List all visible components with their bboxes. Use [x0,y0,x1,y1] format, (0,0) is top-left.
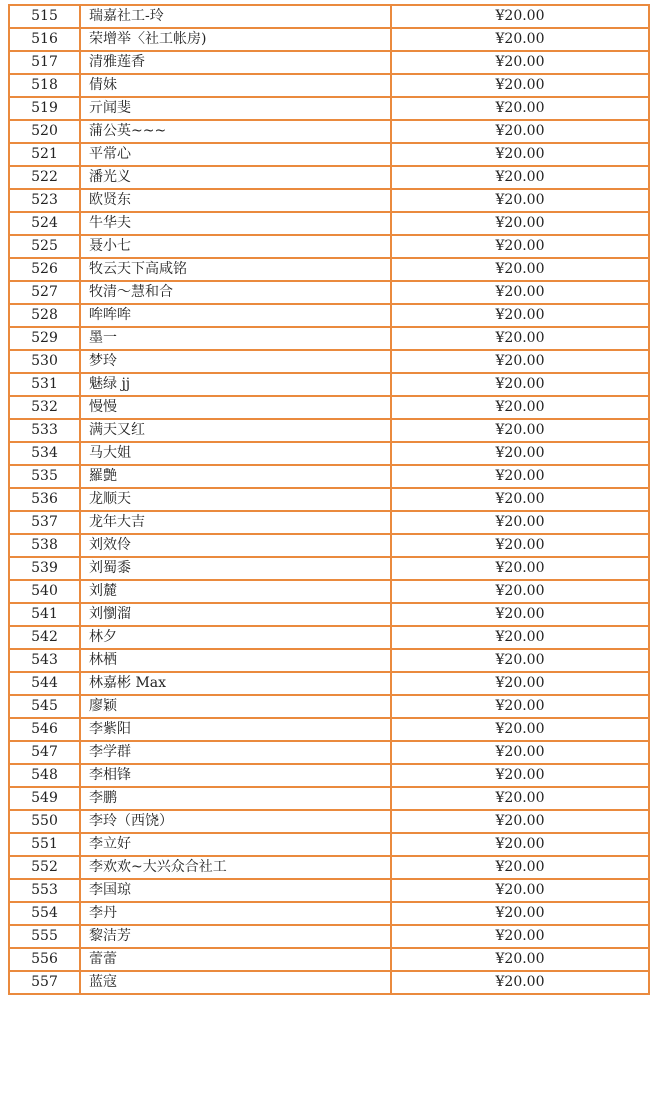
donor-name: 林栖 [80,649,391,672]
donor-name: 龙顺天 [80,488,391,511]
donor-name: 刘效伶 [80,534,391,557]
row-number: 522 [9,166,80,189]
donor-table [8,4,650,995]
donor-name: 羅艶 [80,465,391,488]
donation-amount: ¥20.00 [391,465,649,488]
donation-amount: ¥20.00 [391,833,649,856]
table-row [9,465,649,488]
table-row [9,212,649,235]
table-row [9,879,649,902]
row-number: 529 [9,327,80,350]
table-row [9,534,649,557]
table-row [9,488,649,511]
donor-name: 李立好 [80,833,391,856]
table-row [9,419,649,442]
row-number: 523 [9,189,80,212]
donation-amount: ¥20.00 [391,327,649,350]
row-number: 553 [9,879,80,902]
donor-table-container [8,4,648,995]
row-number: 544 [9,672,80,695]
donation-amount: ¥20.00 [391,810,649,833]
table-row [9,902,649,925]
donor-name: 蕾蕾 [80,948,391,971]
row-number: 530 [9,350,80,373]
row-number: 528 [9,304,80,327]
row-number: 551 [9,833,80,856]
row-number: 515 [9,5,80,28]
donor-name: 慢慢 [80,396,391,419]
donor-name: 蓝寇 [80,971,391,994]
donation-amount: ¥20.00 [391,396,649,419]
table-row [9,258,649,281]
donation-amount: ¥20.00 [391,442,649,465]
table-row [9,649,649,672]
donor-name: 墨一 [80,327,391,350]
table-row [9,235,649,258]
donor-name: 瑞嘉社工-玲 [80,5,391,28]
donor-name: 林夕 [80,626,391,649]
donor-name: 李玲（西饶） [80,810,391,833]
donation-amount: ¥20.00 [391,626,649,649]
row-number: 519 [9,97,80,120]
donor-name: 蒲公英~~~ [80,120,391,143]
donation-amount: ¥20.00 [391,511,649,534]
row-number: 520 [9,120,80,143]
donation-amount: ¥20.00 [391,603,649,626]
row-number: 534 [9,442,80,465]
row-number: 549 [9,787,80,810]
row-number: 538 [9,534,80,557]
donor-name: 潘光义 [80,166,391,189]
donation-amount: ¥20.00 [391,695,649,718]
table-row [9,948,649,971]
donor-name: 刘蜀黍 [80,557,391,580]
row-number: 517 [9,51,80,74]
donor-name: 马大姐 [80,442,391,465]
donor-name: 牛华夫 [80,212,391,235]
donation-amount: ¥20.00 [391,419,649,442]
row-number: 547 [9,741,80,764]
donor-name: 龙年大吉 [80,511,391,534]
row-number: 540 [9,580,80,603]
donor-name: 欧贤东 [80,189,391,212]
donation-amount: ¥20.00 [391,856,649,879]
row-number: 532 [9,396,80,419]
donation-amount: ¥20.00 [391,764,649,787]
table-row [9,603,649,626]
donor-name: 满天又红 [80,419,391,442]
donation-amount: ¥20.00 [391,143,649,166]
table-row [9,718,649,741]
row-number: 518 [9,74,80,97]
row-number: 545 [9,695,80,718]
donor-name: 李鹏 [80,787,391,810]
table-row [9,120,649,143]
table-row [9,51,649,74]
donor-table-body [9,5,649,994]
table-row [9,925,649,948]
donor-name: 刘麓 [80,580,391,603]
table-row [9,28,649,51]
donor-name: 哞哞哞 [80,304,391,327]
donation-amount: ¥20.00 [391,580,649,603]
row-number: 524 [9,212,80,235]
row-number: 554 [9,902,80,925]
donation-amount: ¥20.00 [391,741,649,764]
table-row [9,833,649,856]
donation-amount: ¥20.00 [391,488,649,511]
row-number: 537 [9,511,80,534]
donation-amount: ¥20.00 [391,304,649,327]
table-row [9,189,649,212]
table-row [9,396,649,419]
row-number: 542 [9,626,80,649]
table-row [9,281,649,304]
table-row [9,672,649,695]
donor-name: 李学群 [80,741,391,764]
row-number: 552 [9,856,80,879]
row-number: 541 [9,603,80,626]
donor-name: 清雅莲香 [80,51,391,74]
row-number: 533 [9,419,80,442]
row-number: 525 [9,235,80,258]
table-row [9,373,649,396]
row-number: 539 [9,557,80,580]
donation-amount: ¥20.00 [391,948,649,971]
table-row [9,143,649,166]
donor-name: 李欢欢~大兴众合社工 [80,856,391,879]
table-row [9,810,649,833]
row-number: 557 [9,971,80,994]
donor-name: 黎洁芳 [80,925,391,948]
donation-amount: ¥20.00 [391,350,649,373]
donor-name: 平常心 [80,143,391,166]
table-row [9,580,649,603]
donation-amount: ¥20.00 [391,649,649,672]
donation-amount: ¥20.00 [391,787,649,810]
donation-amount: ¥20.00 [391,212,649,235]
donor-name: 魅绿 jj [80,373,391,396]
row-number: 516 [9,28,80,51]
donation-amount: ¥20.00 [391,235,649,258]
table-row [9,695,649,718]
donor-name: 倩妹 [80,74,391,97]
donor-name: 廖颖 [80,695,391,718]
table-row [9,971,649,994]
table-row [9,327,649,350]
donation-amount: ¥20.00 [391,281,649,304]
donor-name: 梦玲 [80,350,391,373]
donation-amount: ¥20.00 [391,258,649,281]
row-number: 550 [9,810,80,833]
donation-amount: ¥20.00 [391,902,649,925]
donation-amount: ¥20.00 [391,5,649,28]
donor-name: 亓闻斐 [80,97,391,120]
row-number: 527 [9,281,80,304]
donation-amount: ¥20.00 [391,28,649,51]
donation-amount: ¥20.00 [391,189,649,212]
donation-amount: ¥20.00 [391,97,649,120]
table-row [9,442,649,465]
table-row [9,764,649,787]
donation-amount: ¥20.00 [391,51,649,74]
row-number: 546 [9,718,80,741]
donor-name: 荣增举〈社工帐房) [80,28,391,51]
row-number: 531 [9,373,80,396]
donation-amount: ¥20.00 [391,166,649,189]
table-row [9,856,649,879]
table-row [9,74,649,97]
donor-name: 李紫阳 [80,718,391,741]
row-number: 555 [9,925,80,948]
table-row [9,166,649,189]
donation-amount: ¥20.00 [391,672,649,695]
row-number: 535 [9,465,80,488]
donation-amount: ¥20.00 [391,879,649,902]
donation-amount: ¥20.00 [391,74,649,97]
row-number: 548 [9,764,80,787]
donation-amount: ¥20.00 [391,534,649,557]
donation-amount: ¥20.00 [391,925,649,948]
row-number: 543 [9,649,80,672]
donor-name: 李丹 [80,902,391,925]
donation-amount: ¥20.00 [391,971,649,994]
donation-amount: ¥20.00 [391,557,649,580]
row-number: 526 [9,258,80,281]
table-row [9,304,649,327]
table-row [9,557,649,580]
table-row [9,97,649,120]
table-row [9,5,649,28]
table-row [9,511,649,534]
table-row [9,741,649,764]
row-number: 521 [9,143,80,166]
donor-name: 牧云天下高咸铭 [80,258,391,281]
donation-amount: ¥20.00 [391,120,649,143]
donor-name: 李相锋 [80,764,391,787]
table-row [9,626,649,649]
donor-name: 李国琼 [80,879,391,902]
donation-amount: ¥20.00 [391,373,649,396]
row-number: 556 [9,948,80,971]
donation-amount: ¥20.00 [391,718,649,741]
donor-name: 牧清～慧和合 [80,281,391,304]
table-row [9,350,649,373]
donor-name: 林嘉彬 Max [80,672,391,695]
row-number: 536 [9,488,80,511]
table-row [9,787,649,810]
donor-name: 聂小七 [80,235,391,258]
donor-name: 刘懰溜 [80,603,391,626]
